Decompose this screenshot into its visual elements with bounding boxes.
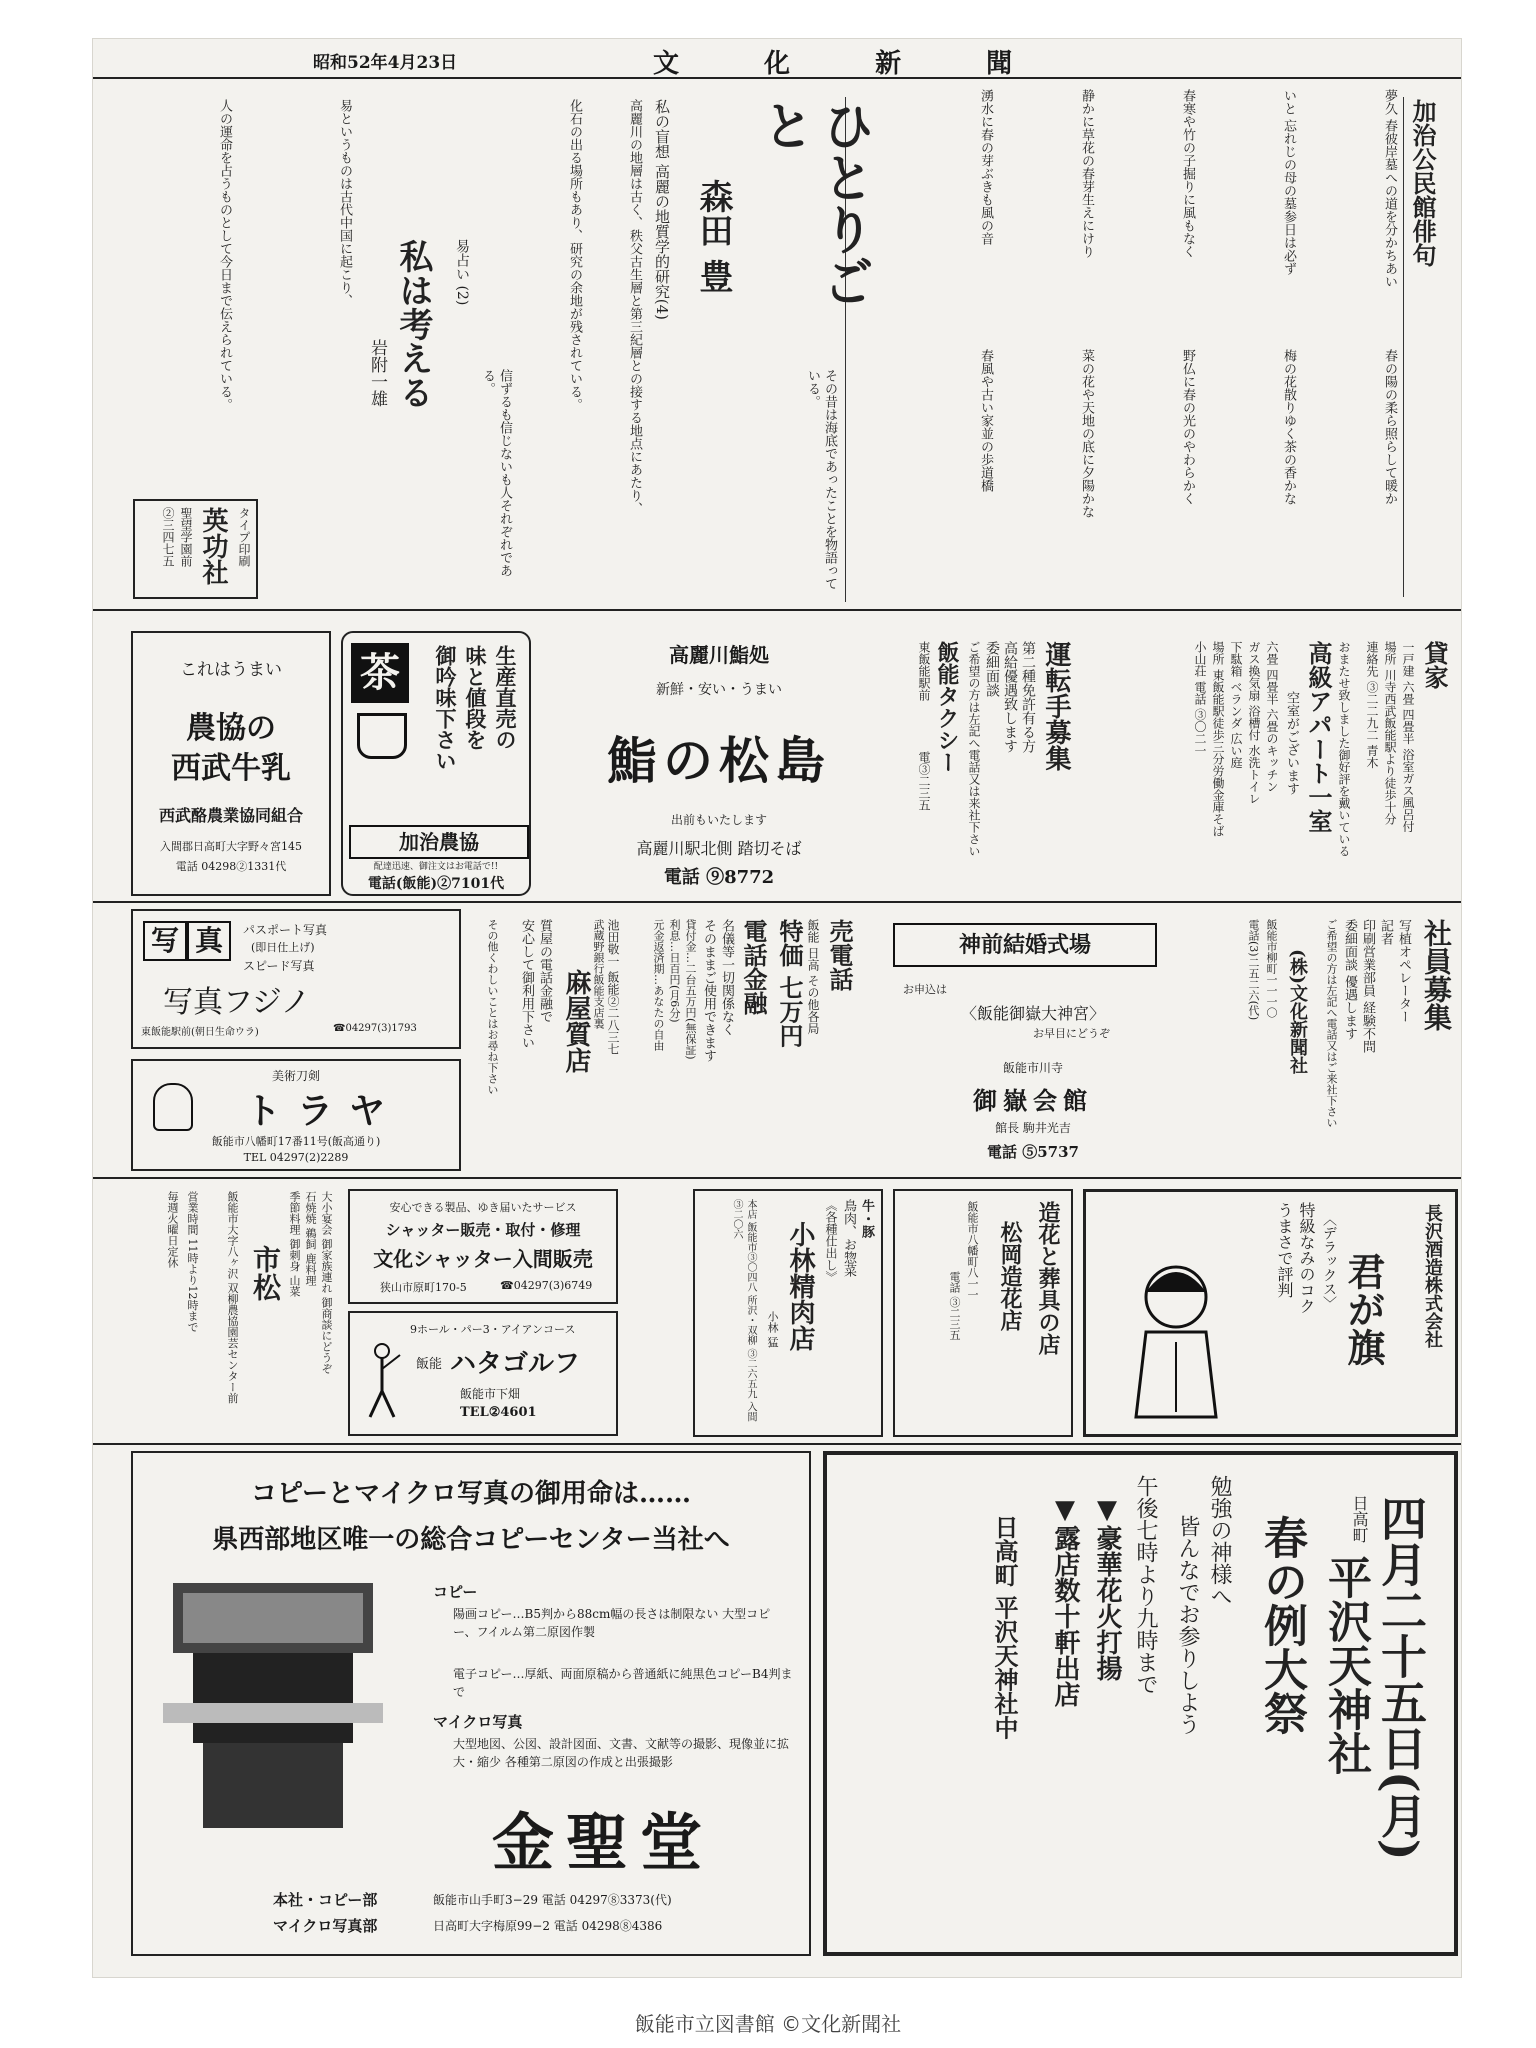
sake-series: 〈デラックス〉 xyxy=(1321,1212,1337,1310)
sake-lead: うまさで評判 xyxy=(1275,1202,1294,1298)
golf-lead: 9ホール・パー3・アイアンコース xyxy=(410,1323,576,1336)
sushi-top: 高麗川鮨処 xyxy=(669,643,769,667)
meat-name: 小林精肉店 xyxy=(785,1221,815,1351)
milk-line1: 農協の xyxy=(186,711,276,746)
wedding-note: お申込は xyxy=(903,983,947,996)
meat-sub2: 《各種仕出し》 xyxy=(824,1199,838,1283)
taxi-addr: 東飯能駅前 xyxy=(917,641,931,701)
milk-lead: これはうまい xyxy=(180,660,282,680)
copy-address: 飯能市山手町3−29 電話 04297⑧3373(代) xyxy=(433,1893,672,1907)
watashi-paragraph: 信ずるも信じないも人それぞれである。 xyxy=(480,369,512,577)
meat-branches: 本店 飯能市③〇四八 所沢・双柳 ③二六五九 入間 ③二〇六 xyxy=(731,1199,756,1422)
ad-milk xyxy=(131,631,331,896)
tea-org: 加治農協 xyxy=(349,825,529,859)
ad-denwa xyxy=(638,909,863,1171)
golf-city: 飯能 xyxy=(416,1357,443,1372)
recruit-job: 記者 xyxy=(1378,919,1393,945)
apart-detail: 六畳 四畳半 六畳のキッチン xyxy=(1265,641,1279,793)
denwa-body: 貸付金…二台五万円(無保証) xyxy=(684,919,697,1060)
section-divider xyxy=(93,1177,1461,1179)
festival-event: ▼露店数十軒出店 xyxy=(1050,1495,1080,1707)
page-header xyxy=(93,39,1461,79)
ad-zouka xyxy=(893,1189,1073,1437)
ad-apart xyxy=(1088,631,1458,896)
taxi-body: ご希望の方は左記へ電話又は来社下さい xyxy=(967,641,981,857)
wedding-sub: 〈飯能御嶽大神宮〉 xyxy=(960,1004,1105,1023)
toraya-tel: TEL 04297(2)2289 xyxy=(243,1151,349,1164)
haiku-verse: 春の陽の柔ら照らして暖か xyxy=(1382,349,1397,505)
shutter-tel: ☎04297(3)6749 xyxy=(500,1279,593,1292)
newspaper-page xyxy=(92,38,1462,1978)
hitorigoto-heading: ひとりごと xyxy=(753,99,874,307)
photo-name: 写真フジノ xyxy=(163,985,311,1020)
taxi-body: 高給優遇致します xyxy=(1002,641,1018,753)
sushi-addr: 高麗川駅北側 踏切そば xyxy=(636,839,802,858)
ad-eikosha xyxy=(133,499,258,599)
rent-title: 貸家 xyxy=(1420,641,1449,689)
issue-date: 昭和52年4月23日 xyxy=(313,53,458,73)
shutter-addr: 狭山市原町170-5 xyxy=(380,1281,467,1294)
toraya-name: トラヤ xyxy=(244,1090,401,1132)
toraya-tag: 美術刀剣 xyxy=(271,1069,320,1083)
wedding-early: お早目にどうぞ xyxy=(1033,1027,1110,1040)
eikosha-tag: タイプ印刷 xyxy=(237,507,251,567)
tea-note: 配達迅速、御注文はお電話で!! xyxy=(373,862,499,872)
festival-title: 春の例大祭 xyxy=(1256,1515,1307,1735)
eikosha-tel: ②三四七五 xyxy=(161,507,175,567)
photo-tel: ☎04297(3)1793 xyxy=(333,1023,417,1034)
tea-tel: 電話(飯能)②7101代 xyxy=(367,876,505,892)
photo-kanji: 真 xyxy=(187,921,231,961)
mayaya-branch: 武蔵野銀行飯能支店裏 xyxy=(592,919,605,1029)
tiger-icon xyxy=(153,1083,193,1131)
ad-ichimatsu xyxy=(131,1185,341,1435)
ad-golf xyxy=(348,1311,618,1436)
milk-tel: 電話 04298②1331代 xyxy=(175,860,287,873)
hitorigoto-paragraph: 化石の出る場所もあり、研究の余地が残されている。 xyxy=(567,99,582,411)
golfer-icon xyxy=(362,1341,402,1421)
copy-detail: 陽画コピー…B5判から88cm幅の長さは制限ない 大型コピー、フイルム第二原図作製 xyxy=(453,1607,771,1639)
toraya-addr: 飯能市八幡町17番11号(飯高通り) xyxy=(211,1135,381,1148)
apart-detail: 場所 東飯能駅徒歩三分労働金庫そば xyxy=(1211,641,1225,837)
photo-kanji: 写 xyxy=(143,921,187,961)
festival-message: 皆んなでお参りしよう xyxy=(1175,1515,1200,1735)
mayaya-addr: 池田敬一 飯能②二八三七 xyxy=(606,919,620,1055)
tea-slogan: 味と値段を xyxy=(463,645,488,750)
wedding-title: 神前結婚式場 xyxy=(893,923,1157,967)
taxi-tel: 電③二三五 xyxy=(917,751,931,811)
zouka-title: 造花と葬具の店 xyxy=(1035,1201,1061,1355)
wedding-chief: 館長 駒井光吉 xyxy=(995,1121,1071,1135)
mayaya-note: その他くわしいことはお尋ね下さい xyxy=(486,919,499,1095)
recruit-job: 印刷営業部員 経験不問 xyxy=(1360,919,1375,1054)
copy-headline: コピーとマイクロ写真の御用命は…… xyxy=(251,1479,691,1509)
sushi-delivery: 出前もいたします xyxy=(670,813,767,827)
apart-title: 高級アパート一室 xyxy=(1304,641,1333,833)
golf-tel: TEL②4601 xyxy=(460,1405,537,1420)
sushi-tag: 新鮮・安い・うまい xyxy=(656,682,782,698)
apart-vacancy: 空室がございます xyxy=(1284,691,1299,795)
ad-toraya xyxy=(131,1059,461,1171)
wedding-temple: 飯能市川寺 xyxy=(1002,1061,1063,1075)
shutter-service: シャッター販売・取付・修理 xyxy=(385,1221,581,1239)
section-divider xyxy=(93,901,1461,903)
copy-section: マイクロ写真 xyxy=(433,1713,523,1731)
copy-address: 日高町大字梅原99−2 電話 04298⑧4386 xyxy=(433,1919,663,1933)
meat-owner: 小林 猛 xyxy=(766,1311,779,1348)
mayaya-body: 安心して御利用下さい xyxy=(519,919,534,1049)
shutter-lead: 安心できる製品、ゆき届いたサービス xyxy=(389,1201,577,1214)
masthead: 文 化 新 聞 xyxy=(653,49,1051,79)
tea-slogan: 生産直売の xyxy=(493,645,518,750)
sushi-tel: 電話 ⑨8772 xyxy=(663,867,775,888)
eikosha-name: 英功社 xyxy=(198,507,228,585)
watashi-paragraph: 人の運命を占うものとして今日まで伝えられている。 xyxy=(217,99,232,411)
ichimatsu-line: 季節料理 御刺身 山菜 xyxy=(288,1191,301,1297)
festival-town: 日高町 xyxy=(1350,1495,1369,1543)
taxi-title: 運転手募集 xyxy=(1041,641,1071,771)
apart-detail: 小山荘 電話 ③〇二一 xyxy=(1193,641,1207,757)
ichimatsu-line: 大小宴会 御家族連れ 御商談にどうぞ xyxy=(320,1191,333,1374)
milk-org: 西武酪農業協同組合 xyxy=(158,806,303,825)
ad-mayaya xyxy=(471,909,631,1171)
taxi-name: 飯能タクシー xyxy=(934,641,960,773)
rent-detail: 連絡先 ③二二九二 青木 xyxy=(1365,641,1379,769)
ichimatsu-line: 石焼焼 鵜飼 鹿料理 xyxy=(304,1191,317,1286)
ad-recruit xyxy=(1203,909,1458,1171)
haiku-verse: 野仏に春の光のやわらかく xyxy=(1180,349,1195,505)
denwa-body: そのままご使用できます xyxy=(701,919,716,1062)
ad-photo xyxy=(131,909,461,1049)
rent-detail: 一戸建 六畳 四畳半 浴室ガス風呂付 xyxy=(1401,641,1415,833)
recruit-title: 社員募集 xyxy=(1420,919,1453,1031)
copy-headline: 県西部地区唯一の総合コピーセンター当社へ xyxy=(212,1525,730,1555)
ad-sake xyxy=(1083,1189,1458,1437)
festival-time: 午後七時より九時まで xyxy=(1133,1475,1158,1695)
sake-maker: 長沢酒造株式会社 xyxy=(1422,1204,1443,1348)
apart-sub: おまたせ致しました御好評を戴いている xyxy=(1337,641,1351,857)
haiku-verse: いと 忘れじの母の墓参日は必ず xyxy=(1281,89,1296,276)
haiku-verse: 静かに草花の春芽生えにけり xyxy=(1079,89,1094,258)
ad-sushi xyxy=(539,631,899,896)
sushi-name: 鮨の松島 xyxy=(607,731,831,790)
sake-lead: 特級なみのコク xyxy=(1297,1202,1316,1314)
hitorigoto-paragraph: その昔は海底であったことを物語っている。 xyxy=(805,369,837,590)
copy-detail: 電子コピー…厚紙、両面原稿から普通紙に純黒色コピーB4判まで xyxy=(453,1667,793,1699)
ichimatsu-hours: 営業時間 11時より12時まで xyxy=(186,1191,199,1333)
photo-item: (即日仕上げ) xyxy=(251,941,315,954)
photo-item: パスポート写真 xyxy=(243,923,328,937)
column-rule xyxy=(1403,97,1404,597)
tea-kanji: 茶 xyxy=(351,643,409,703)
hitorigoto-author: 森田 豊 xyxy=(693,179,733,293)
ad-wedding xyxy=(873,909,1193,1171)
golf-name: ハタゴルフ xyxy=(450,1349,581,1379)
page-footer: 飯能市立図書館 ©文化新聞社 xyxy=(634,2012,902,2036)
recruit-job: 委細面談 優遇します xyxy=(1342,919,1357,1041)
festival-date: 四月二十五日(月) xyxy=(1374,1495,1428,1861)
section-divider xyxy=(93,609,1461,611)
festival-shrine: 平沢天神社 xyxy=(1320,1555,1371,1775)
mayaya-name: 麻屋質店 xyxy=(561,969,591,1073)
ad-festival xyxy=(823,1451,1458,1956)
haiku-title: 加治公民館俳句 xyxy=(1408,99,1437,267)
zouka-addr: 飯能市八幡町八一一 xyxy=(966,1201,979,1300)
meat-sub: 鳥肉、お惣菜 xyxy=(841,1199,856,1277)
wedding-hall: 御嶽会館 xyxy=(973,1086,1093,1115)
ad-tea xyxy=(341,631,531,896)
haiku-verse: 湧水に春の芽ぶきも風の音 xyxy=(978,89,993,245)
recruit-job: 写植オペレーター xyxy=(1396,919,1411,1023)
sake-name: 君が旗 xyxy=(1341,1252,1386,1366)
denwa-body: 元金返済期…あなたの自由 xyxy=(652,919,665,1051)
copier-machine-icon xyxy=(163,1573,383,1833)
watashi-heading: 私は考える xyxy=(393,239,433,409)
haiku-verse: 夢久 春彼岸墓への道を分かちあい xyxy=(1382,89,1397,289)
denwa-area: 飯能 日高 その他各局 xyxy=(806,919,820,1035)
denwa-title: 売電話 xyxy=(825,919,854,991)
haiku-verse: 春風や古い家並の歩道橋 xyxy=(978,349,993,492)
copy-section: コピー xyxy=(433,1583,478,1601)
rent-detail: 場所 川寺西武飯能駅より徒歩十分 xyxy=(1383,641,1397,825)
ichimatsu-addr: 飯能市大字八ヶ沢 双柳農協園芸センター前 xyxy=(226,1191,239,1404)
copy-detail: 大型地図、公図、設計図面、文書、文献等の撮影、現像並に拡大・縮少 各種第二原図の作成と出張撮影 xyxy=(453,1737,790,1769)
denwa-price: 特価 七万円 xyxy=(775,919,804,1048)
zouka-tel: 電話 ③二三五 xyxy=(948,1271,961,1341)
copy-logo: 金聖堂 xyxy=(491,1806,714,1879)
teacup-icon xyxy=(357,713,407,759)
ad-taxi xyxy=(908,631,1078,896)
ad-shutter xyxy=(348,1189,618,1304)
recruit-note: ご希望の方は左記へ電話又はご来社下さい xyxy=(1325,919,1338,1128)
denwa-body: 利息…日百円(月6分) xyxy=(668,919,681,1023)
shutter-name: 文化シャッター入間販売 xyxy=(373,1247,593,1271)
recruit-addr: 飯能市柳町一一一〇 xyxy=(1265,919,1278,1018)
denwa-title2: 電話金融 xyxy=(739,919,768,1015)
denwa-body: 名儀等一切関係なく xyxy=(719,919,734,1036)
mayaya-body: 質屋の電話金融で xyxy=(537,919,552,1023)
festival-message: 勉強の神様へ xyxy=(1207,1475,1232,1607)
photo-item: スピード写真 xyxy=(243,959,315,973)
apart-detail: ガス換気扇 浴槽付 水洗トイレ xyxy=(1247,641,1261,805)
apart-detail: 下駄箱 ベランダ 広い庭 xyxy=(1229,641,1243,769)
copy-office: 本社・コピー部 xyxy=(273,1891,378,1909)
milk-addr: 入間郡日高町大字野々宮145 xyxy=(160,840,302,853)
recruit-org: (株)文化新聞社 xyxy=(1287,949,1308,1075)
zouka-name: 松岡造花店 xyxy=(997,1221,1023,1331)
eikosha-addr: 聖望学園前 xyxy=(179,507,193,567)
haiku-verse: 春寒や竹の子掘りに風もなく xyxy=(1180,89,1195,258)
haiku-body-lower xyxy=(853,349,1398,599)
watashi-author: 岩附一雄 xyxy=(367,339,387,407)
photo-addr: 東飯能駅前(朝日生命ウラ) xyxy=(141,1027,259,1038)
ichimatsu-closed: 毎週火曜日定休 xyxy=(166,1191,179,1268)
copy-office: マイクロ写真部 xyxy=(273,1917,378,1935)
milk-line2: 西武牛乳 xyxy=(171,751,291,786)
recruit-tel: 電話(3)二五二六(代) xyxy=(1247,919,1260,1021)
watashi-sub: 易占い (2) xyxy=(454,239,470,306)
haiku-verse: 梅の花散りゆく茶の香かな xyxy=(1281,349,1296,505)
meat-tag: 牛・豚 xyxy=(859,1199,874,1238)
taxi-body: 委細面談 xyxy=(984,641,1000,697)
taxi-body: 第二種免許有る方 xyxy=(1020,641,1036,753)
golf-addr: 飯能市下畑 xyxy=(460,1387,521,1401)
watashi-paragraph: 易というものは古代中国に起こり、 xyxy=(337,99,352,307)
tea-slogan: 御吟味下さい xyxy=(433,645,458,771)
ichimatsu-name: 市松 xyxy=(249,1245,282,1301)
festival-event: ▼豪華花火打揚 xyxy=(1092,1495,1122,1681)
hitorigoto-subtitle: 私の盲想 高麗の地質学的研究(4) xyxy=(653,99,671,321)
ad-copy-center xyxy=(131,1451,811,1956)
haiku-verse: 菜の花や天地の底に夕陽かな xyxy=(1079,349,1094,518)
section-divider xyxy=(93,1443,1461,1445)
hitorigoto-paragraph: 高麗川の地層は古く、秩父古生層と第三紀層との接する地点にあたり、 xyxy=(627,99,642,515)
festival-host: 日高町 平沢天神社中 xyxy=(990,1515,1019,1740)
ad-meat xyxy=(693,1189,883,1437)
wedding-tel: 電話 ⑤5737 xyxy=(987,1143,1079,1161)
woman-illustration-icon xyxy=(1106,1252,1246,1422)
